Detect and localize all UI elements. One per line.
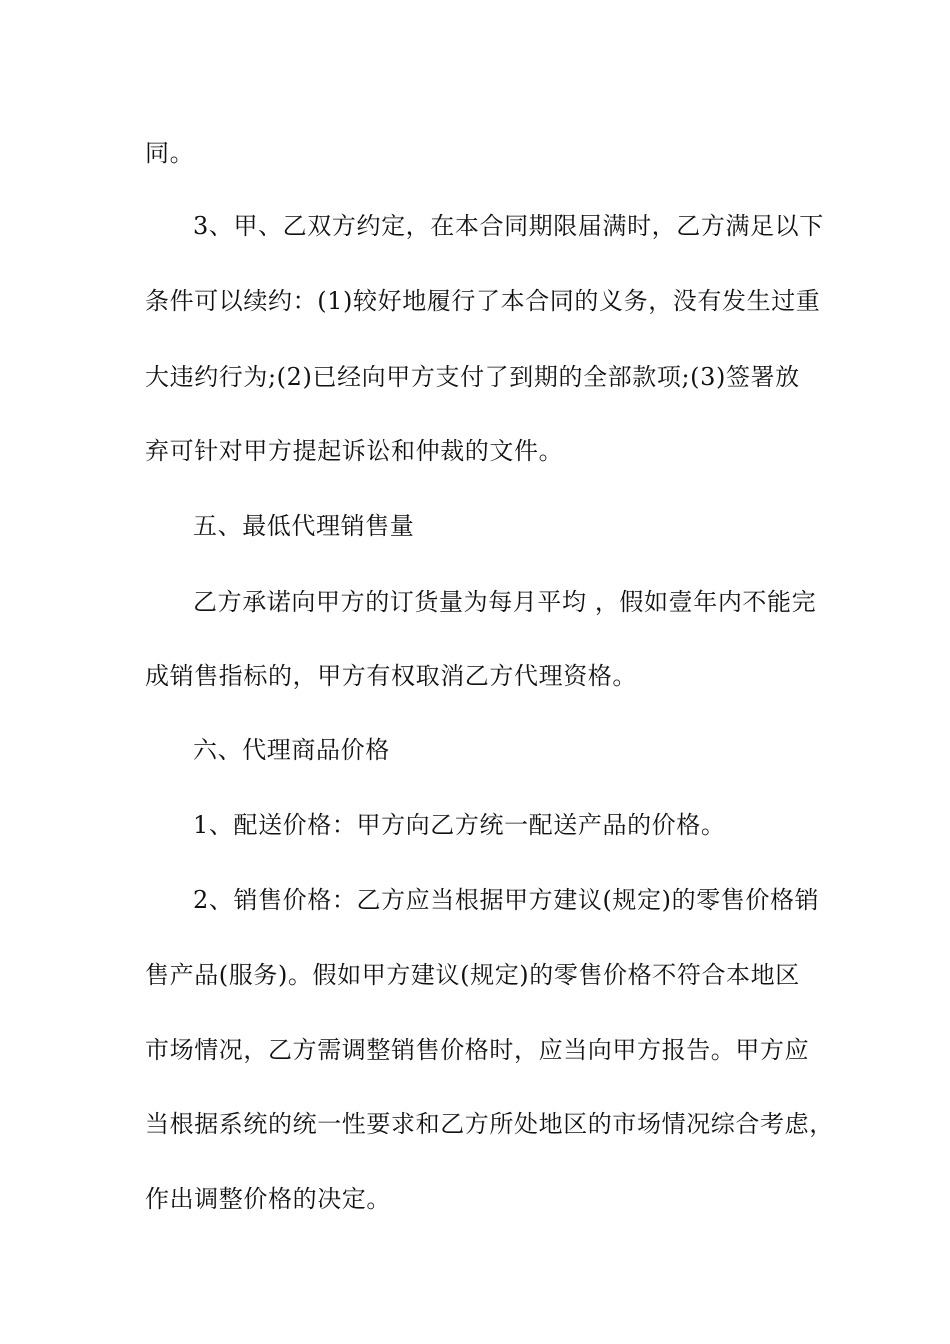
text-line: 乙方承诺向甲方的订货量为每月平均 ，假如壹年内不能完: [193, 588, 817, 616]
text-line: 1、配送价格：甲方向乙方统一配送产品的价格。: [193, 811, 726, 839]
text-line: 市场情况，乙方需调整销售价格时，应当向甲方报告。甲方应: [145, 1036, 810, 1064]
text-line: 大违约行为;(2)已经向甲方支付了到期的全部款项;(3)签署放: [145, 363, 800, 391]
text-line: 售产品(服务)。假如甲方建议(规定)的零售价格不符合本地区: [145, 961, 800, 989]
text-line: 2、销售价格：乙方应当根据甲方建议(规定)的零售价格销: [193, 886, 820, 914]
text-line: 条件可以续约：(1)较好地履行了本合同的义务，没有发生过重: [145, 287, 821, 315]
text-line: 弃可针对甲方提起诉讼和仲裁的文件。: [145, 437, 564, 465]
text-line: 3、甲、乙双方约定，在本合同期限届满时，乙方满足以下: [193, 212, 824, 240]
text-line: 当根据系统的统一性要求和乙方所处地区的市场情况综合考虑，: [145, 1110, 834, 1138]
text-line: 同。: [145, 139, 195, 167]
text-line: 成销售指标的，甲方有权取消乙方代理资格。: [145, 662, 637, 690]
text-line: 作出调整价格的决定。: [145, 1185, 391, 1213]
section-heading: 六、代理商品价格: [193, 736, 390, 764]
section-heading: 五、最低代理销售量: [193, 512, 415, 540]
